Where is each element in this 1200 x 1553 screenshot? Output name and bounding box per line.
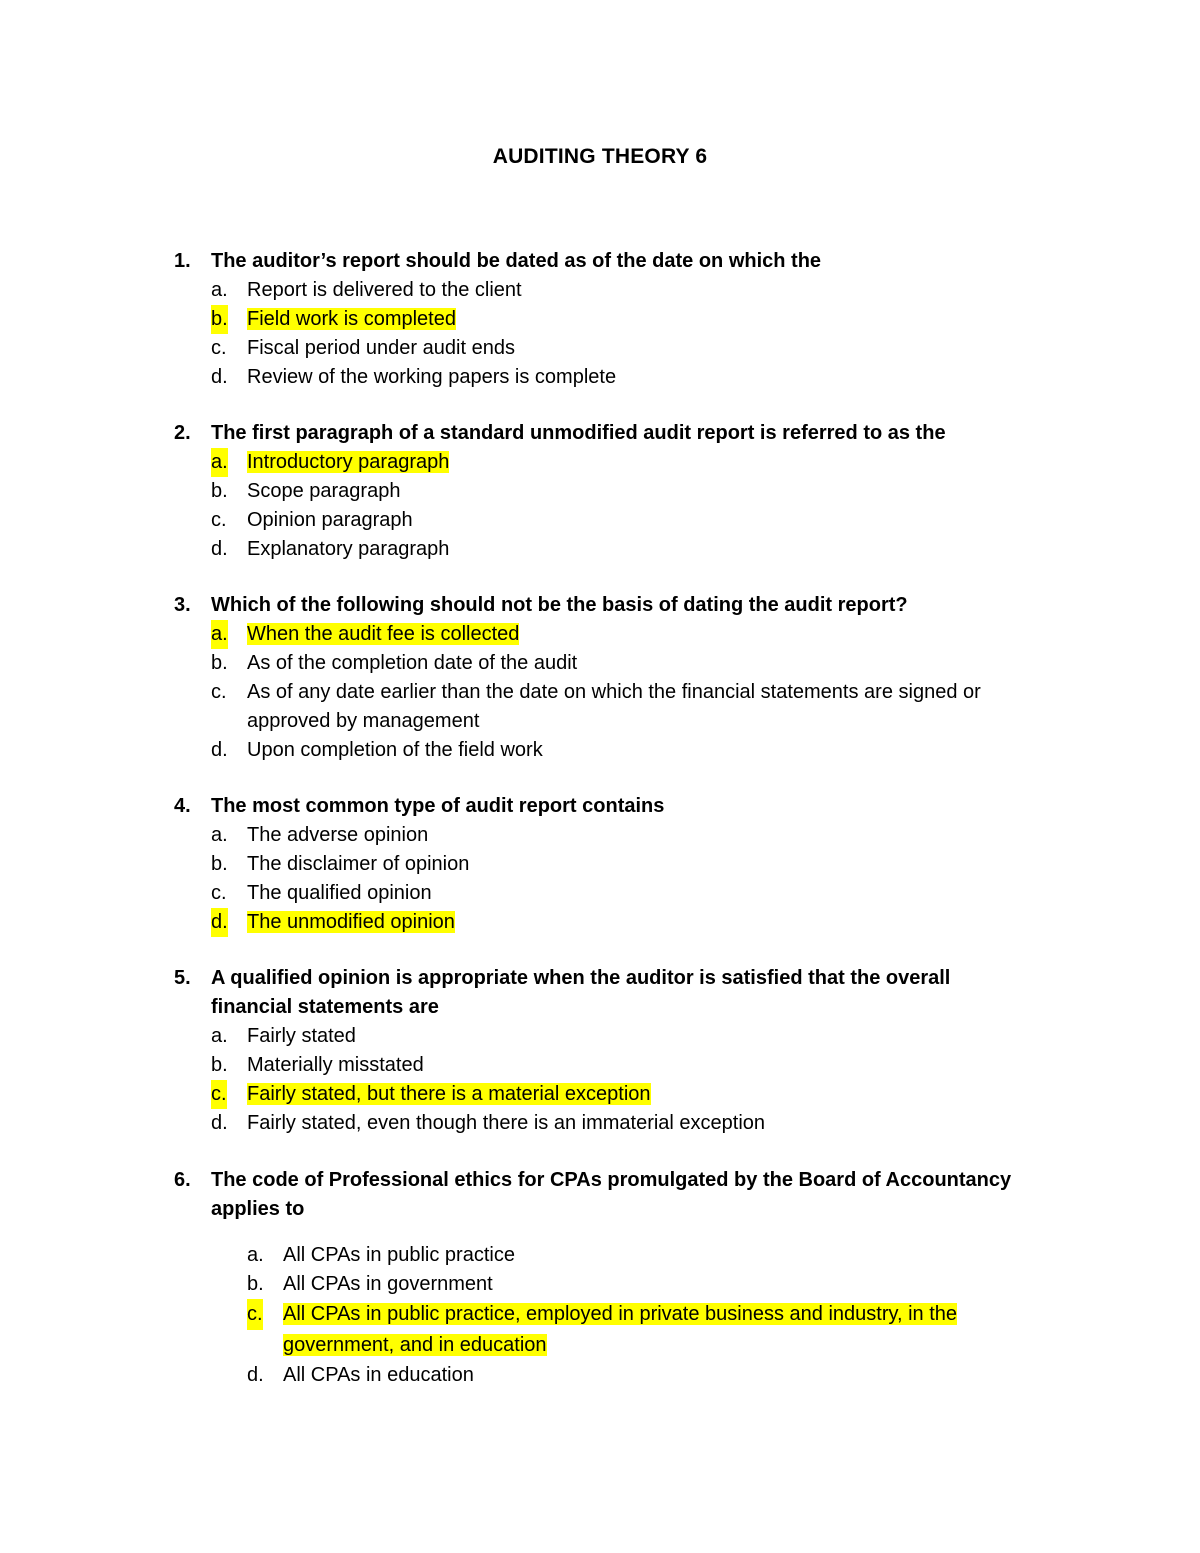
option-letter: d.	[211, 366, 228, 388]
question-text: The code of Professional ethics for CPAs promulgated by the Board of Accountancy applies to	[211, 1169, 1012, 1220]
option-text-highlighted: When the audit fee is collected	[247, 623, 520, 645]
question-number: 4.	[174, 795, 191, 817]
option-letter: d.	[211, 538, 228, 560]
option-b	[174, 649, 1054, 678]
option-letter: c.	[211, 882, 227, 904]
option-letter: a.	[211, 448, 228, 477]
question-6	[174, 1166, 1034, 1390]
question-3	[174, 591, 1054, 765]
option-letter: b.	[211, 853, 228, 875]
question-number: 3.	[174, 594, 191, 616]
option-letter: b.	[211, 1054, 228, 1076]
question-text: The auditor’s report should be dated as of the date on which the	[211, 250, 822, 272]
option-d	[174, 736, 1054, 765]
option-text: Explanatory paragraph	[247, 538, 450, 560]
question-5	[174, 964, 1004, 1138]
question-1	[174, 247, 1054, 392]
option-text: Fairly stated	[247, 1025, 356, 1047]
question-text: The most common type of audit report contains	[211, 795, 665, 817]
option-list	[174, 1022, 1004, 1138]
option-letter: a.	[211, 1025, 228, 1047]
option-letter: c.	[247, 1299, 263, 1330]
option-letter: c.	[211, 337, 227, 359]
option-text-highlighted: The unmodified opinion	[247, 911, 455, 933]
option-text-highlighted: Fairly stated, but there is a material exception	[247, 1083, 651, 1105]
option-letter: a.	[211, 279, 228, 301]
option-text: The qualified opinion	[247, 882, 432, 904]
option-text: Scope paragraph	[247, 480, 401, 502]
question-number: 5.	[174, 967, 191, 989]
option-a	[174, 1241, 1034, 1270]
option-text: All CPAs in education	[283, 1364, 474, 1386]
option-letter: a.	[211, 620, 228, 649]
option-d	[174, 1109, 1004, 1138]
option-a	[174, 1022, 1004, 1051]
option-letter: d.	[247, 1364, 264, 1386]
option-text: Report is delivered to the client	[247, 279, 522, 301]
option-text: Materially misstated	[247, 1054, 424, 1076]
option-list	[174, 276, 1054, 392]
option-text: The adverse opinion	[247, 824, 429, 846]
option-text: The disclaimer of opinion	[247, 853, 470, 875]
option-c	[174, 1080, 1004, 1109]
option-letter: c.	[211, 509, 227, 531]
option-letter: a.	[211, 824, 228, 846]
question-text: Which of the following should not be the basis of dating the audit report?	[211, 594, 908, 616]
option-a	[174, 276, 1054, 305]
question-2	[174, 419, 1054, 564]
option-text: As of the completion date of the audit	[247, 652, 578, 674]
option-text: Opinion paragraph	[247, 509, 413, 531]
spacer	[174, 1224, 1034, 1241]
document-title: AUDITING THEORY 6	[492, 145, 708, 168]
option-a	[174, 448, 1054, 477]
option-letter: b.	[247, 1273, 264, 1295]
option-text: As of any date earlier than the date on which the financial statements are signed or approved by management	[247, 681, 981, 732]
option-letter: d.	[211, 908, 228, 937]
option-d	[174, 1361, 1034, 1390]
option-letter: b.	[211, 652, 228, 674]
option-c	[174, 1299, 1034, 1361]
option-text: Review of the working papers is complete	[247, 366, 617, 388]
option-c	[174, 506, 1054, 535]
option-b	[174, 477, 1054, 506]
option-letter: d.	[211, 1112, 228, 1134]
option-text-highlighted: Introductory paragraph	[247, 451, 450, 473]
option-letter: c.	[211, 681, 227, 703]
option-letter: c.	[211, 1080, 227, 1109]
question-text: The first paragraph of a standard unmodified audit report is referred to as the	[211, 422, 946, 444]
option-list	[174, 1241, 1034, 1390]
question-number: 1.	[174, 250, 191, 272]
question-number: 2.	[174, 422, 191, 444]
option-b	[174, 850, 1054, 879]
option-text: Fairly stated, even though there is an immaterial exception	[247, 1112, 766, 1134]
option-d	[174, 363, 1054, 392]
option-a	[174, 620, 1054, 649]
option-text: Fiscal period under audit ends	[247, 337, 515, 359]
option-d	[174, 535, 1054, 564]
option-list	[174, 448, 1054, 564]
option-text: All CPAs in public practice	[283, 1244, 515, 1266]
option-c	[174, 678, 1054, 736]
question-number: 6.	[174, 1169, 191, 1191]
option-a	[174, 821, 1054, 850]
option-text-highlighted: Field work is completed	[247, 308, 456, 330]
option-b	[174, 1270, 1034, 1299]
option-text: Upon completion of the field work	[247, 739, 543, 761]
question-text: A qualified opinion is appropriate when the auditor is satisfied that the overall financial statements are	[211, 967, 951, 1018]
option-text: All CPAs in government	[283, 1273, 493, 1295]
option-letter: d.	[211, 739, 228, 761]
option-c	[174, 334, 1054, 363]
option-c	[174, 879, 1054, 908]
question-4	[174, 792, 1054, 937]
option-letter: a.	[247, 1244, 264, 1266]
option-letter: b.	[211, 305, 228, 334]
option-b	[174, 1051, 1004, 1080]
option-d	[174, 908, 1054, 937]
option-list	[174, 821, 1054, 937]
option-list	[174, 620, 1054, 765]
option-letter: b.	[211, 480, 228, 502]
option-text-highlighted: All CPAs in public practice, employed in private business and industry, in the government, and in education	[283, 1303, 958, 1356]
option-b	[174, 305, 1054, 334]
